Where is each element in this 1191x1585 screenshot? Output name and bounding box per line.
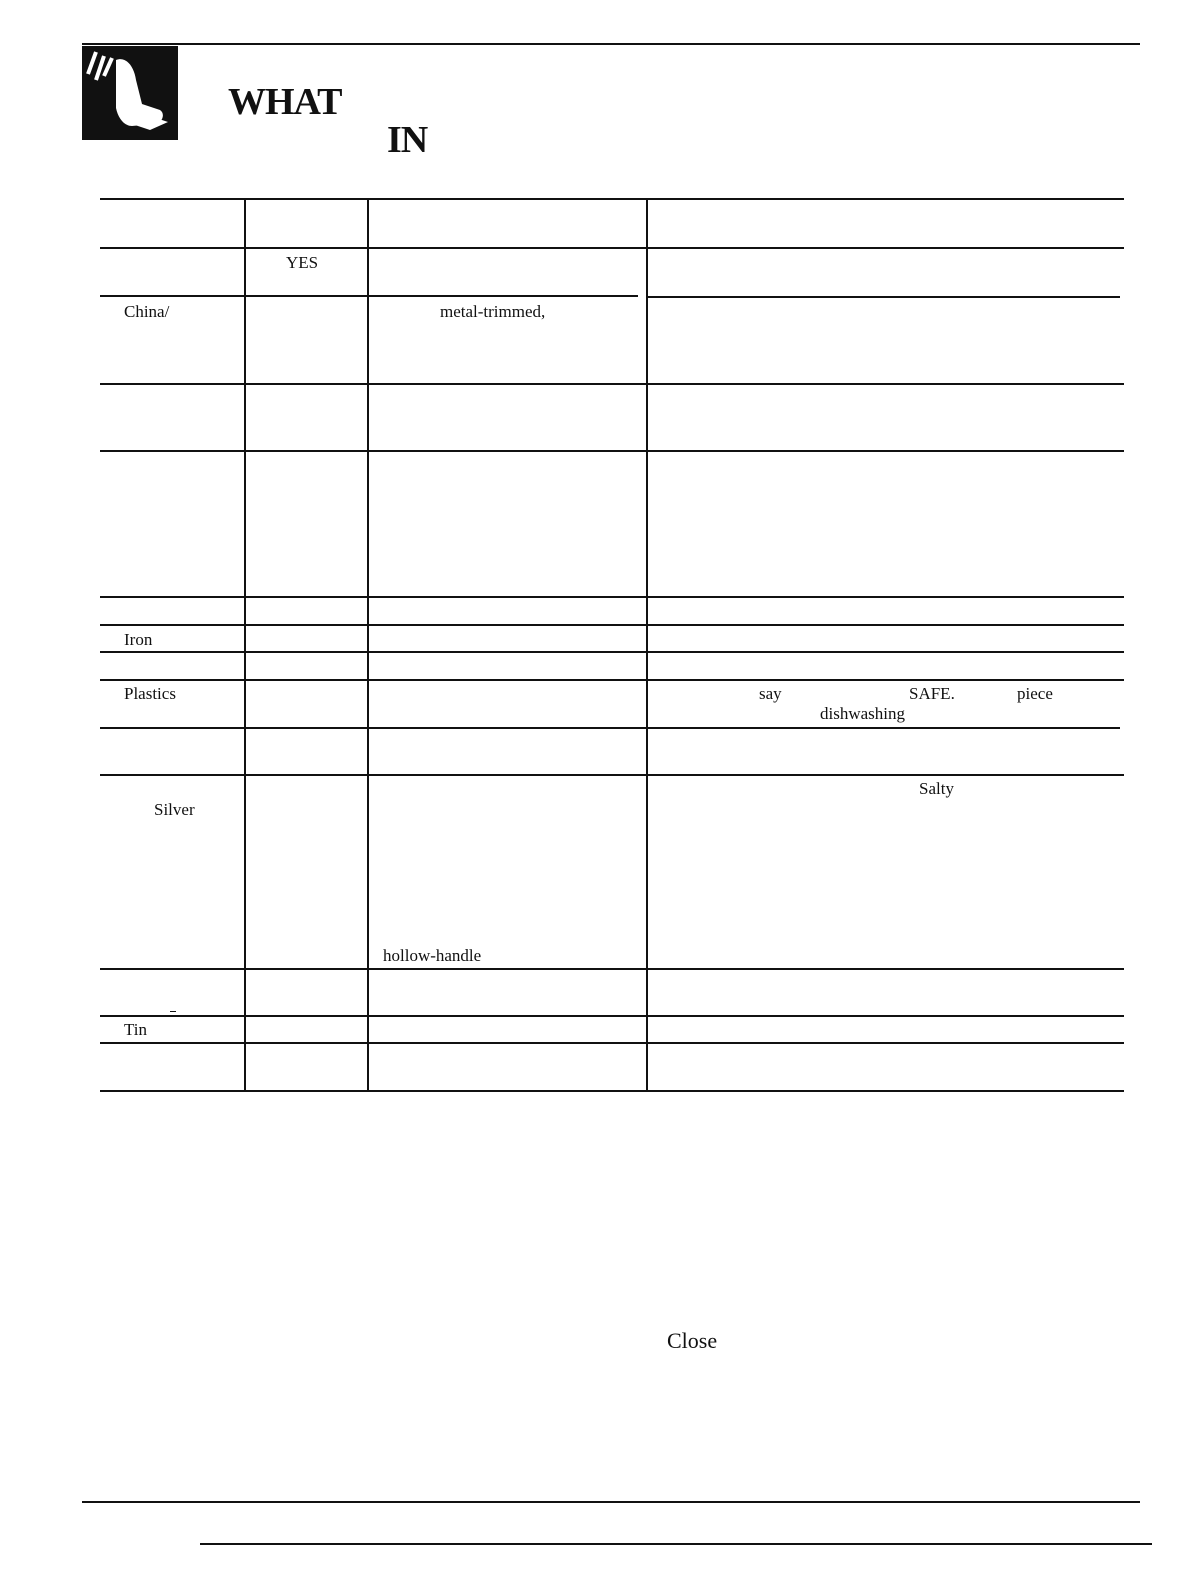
cell-metal-trimmed: metal-trimmed, [440, 302, 546, 321]
table-rule [100, 295, 246, 297]
page-title-line1: WHAT [228, 81, 342, 123]
yes-column-header: YES [286, 253, 319, 272]
table-rule [100, 679, 1124, 681]
page-title-line2: IN [387, 119, 428, 161]
table-rule [100, 727, 1120, 729]
table-rule [100, 198, 1124, 200]
table-rule [648, 296, 1120, 298]
table-column-rule [646, 198, 648, 1090]
cell-piece: piece [1017, 684, 1053, 703]
table-rule [100, 651, 1124, 653]
top-rule [82, 43, 1140, 45]
cell-say: say [759, 684, 782, 703]
cell-salty: Salty [919, 779, 954, 798]
small-dash [170, 1011, 176, 1012]
hand-press-logo-icon [82, 46, 178, 140]
table-rule [100, 450, 1124, 452]
cell-china: China/ [124, 302, 170, 321]
table-column-rule [244, 198, 246, 1090]
table-rule [100, 383, 1124, 385]
table-rule [100, 596, 1124, 598]
footer-rule [200, 1543, 1152, 1545]
table-rule [100, 1090, 1124, 1092]
cell-plastics: Plastics [124, 684, 176, 703]
table-rule [100, 1042, 1124, 1044]
cell-silver: Silver [154, 800, 195, 819]
table-rule [246, 295, 638, 297]
table-rule [100, 774, 1124, 776]
table-rule [100, 247, 1124, 249]
cell-hollow-handle: hollow-handle [383, 946, 482, 965]
cell-iron: Iron [124, 630, 153, 649]
cell-safe: SAFE. [909, 684, 955, 703]
cell-dishwashing: dishwashing [820, 704, 905, 723]
cell-tin: Tin [124, 1020, 148, 1039]
table-rule [100, 624, 1124, 626]
close-text: Close [667, 1328, 718, 1353]
table-rule [100, 968, 1124, 970]
table-column-rule [367, 198, 369, 1092]
table-rule [100, 1015, 1124, 1017]
bottom-rule [82, 1501, 1140, 1503]
